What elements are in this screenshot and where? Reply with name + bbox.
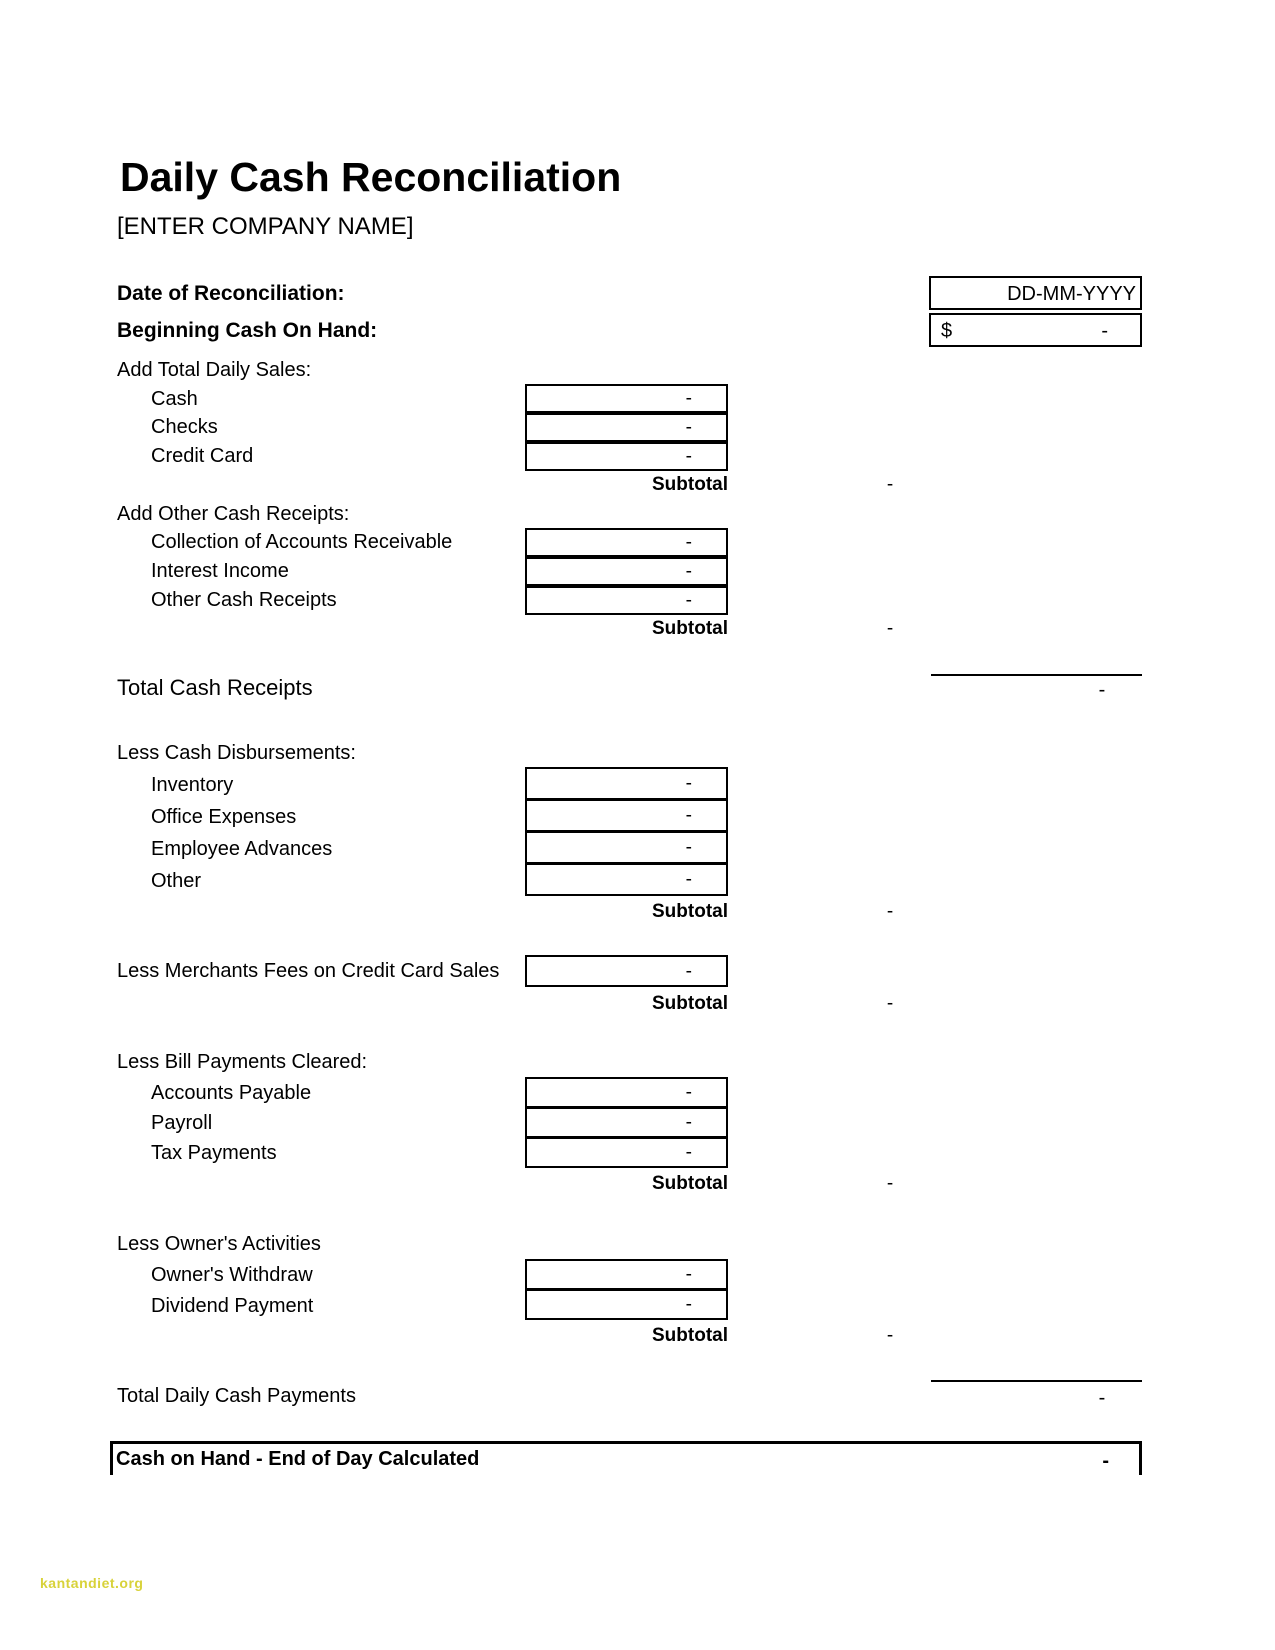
row-label-credit-card: Credit Card [151, 445, 254, 467]
input-value: - [685, 1082, 692, 1103]
date-field[interactable] [929, 276, 1142, 310]
subtotal-value: - [886, 474, 894, 495]
input-accounts-receivable[interactable] [525, 528, 728, 557]
row-label-employee-advances: Employee Advances [151, 838, 333, 860]
subtotal-label: Subtotal [652, 618, 728, 639]
row-label-dividend-payment: Dividend Payment [151, 1295, 314, 1317]
row-label-interest-income: Interest Income [151, 560, 289, 582]
currency-symbol: $ [941, 320, 953, 342]
total-payments-value: - [1098, 1387, 1106, 1409]
input-office-expenses[interactable] [525, 799, 728, 832]
input-cash[interactable] [525, 384, 728, 413]
beginning-cash-value: - [1101, 320, 1108, 342]
input-other[interactable] [525, 863, 728, 896]
watermark: kantandiet.org [40, 1575, 144, 1591]
subtotal-value: - [886, 993, 894, 1014]
row-label-office-expenses: Office Expenses [151, 806, 297, 828]
date-label: Date of Reconciliation: [117, 282, 345, 305]
input-value: - [685, 532, 692, 553]
subtotal-value: - [886, 1325, 894, 1346]
subtotal-value: - [886, 901, 894, 922]
subtotal-label: Subtotal [652, 993, 728, 1014]
input-value: - [685, 388, 692, 409]
row-label-cash: Cash [151, 388, 198, 410]
daily-sales-heading: Add Total Daily Sales: [117, 359, 312, 381]
input-value: - [685, 561, 692, 582]
row-label-inventory: Inventory [151, 774, 234, 796]
total-rule [931, 1380, 1142, 1382]
subtotal-label: Subtotal [652, 474, 728, 495]
row-label-tax-payments: Tax Payments [151, 1142, 277, 1164]
input-other-cash-receipts[interactable] [525, 586, 728, 615]
row-label-other-cash-receipts: Other Cash Receipts [151, 589, 337, 611]
total-receipts-label: Total Cash Receipts [117, 675, 313, 700]
input-value: - [685, 1264, 692, 1285]
owner-heading: Less Owner's Activities [117, 1233, 321, 1255]
beginning-cash-label: Beginning Cash On Hand: [117, 319, 378, 342]
beginning-cash-field[interactable] [929, 313, 1142, 347]
page-title: Daily Cash Reconciliation [120, 154, 622, 200]
input-tax-payments[interactable] [525, 1137, 728, 1168]
subtotal-label: Subtotal [652, 1173, 728, 1194]
input-value: - [685, 1294, 692, 1315]
input-inventory[interactable] [525, 767, 728, 800]
input-accounts-payable[interactable] [525, 1077, 728, 1108]
input-value: - [685, 837, 692, 858]
bill-payments-heading: Less Bill Payments Cleared: [117, 1051, 368, 1073]
input-value: - [685, 1112, 692, 1133]
input-value: - [685, 773, 692, 794]
row-label-payroll: Payroll [151, 1112, 213, 1134]
merchant-fees-label: Less Merchants Fees on Credit Card Sales [117, 960, 500, 982]
input-credit-card[interactable] [525, 442, 728, 471]
input-merchant-fees[interactable] [525, 955, 728, 987]
row-label-owners-withdraw: Owner's Withdraw [151, 1264, 313, 1286]
date-value: DD-MM-YYYY [1007, 283, 1136, 305]
row-label-checks: Checks [151, 416, 218, 438]
input-payroll[interactable] [525, 1107, 728, 1138]
input-owners-withdraw[interactable] [525, 1259, 728, 1290]
company-name[interactable]: [ENTER COMPANY NAME] [117, 213, 414, 240]
input-value: - [685, 961, 692, 982]
input-employee-advances[interactable] [525, 831, 728, 864]
total-receipts-value: - [1098, 679, 1106, 701]
row-label-accounts-receivable: Collection of Accounts Receivable [151, 531, 453, 553]
disbursements-heading: Less Cash Disbursements: [117, 742, 356, 764]
input-value: - [685, 590, 692, 611]
subtotal-label: Subtotal [652, 901, 728, 922]
input-value: - [685, 869, 692, 890]
subtotal-label: Subtotal [652, 1325, 728, 1346]
total-payments-label: Total Daily Cash Payments [117, 1385, 356, 1407]
subtotal-value: - [886, 1173, 894, 1194]
row-label-other: Other [151, 870, 202, 892]
input-value: - [685, 1142, 692, 1163]
input-value: - [685, 446, 692, 467]
subtotal-value: - [886, 618, 894, 639]
end-of-day-row [110, 1441, 1142, 1475]
input-value: - [685, 417, 692, 438]
input-interest-income[interactable] [525, 557, 728, 586]
input-checks[interactable] [525, 413, 728, 442]
input-value: - [685, 805, 692, 826]
input-dividend-payment[interactable] [525, 1289, 728, 1320]
other-receipts-heading: Add Other Cash Receipts: [117, 503, 350, 525]
end-of-day-value: - [1102, 1450, 1109, 1472]
end-of-day-label: Cash on Hand - End of Day Calculated [116, 1448, 480, 1470]
row-label-accounts-payable: Accounts Payable [151, 1082, 312, 1104]
